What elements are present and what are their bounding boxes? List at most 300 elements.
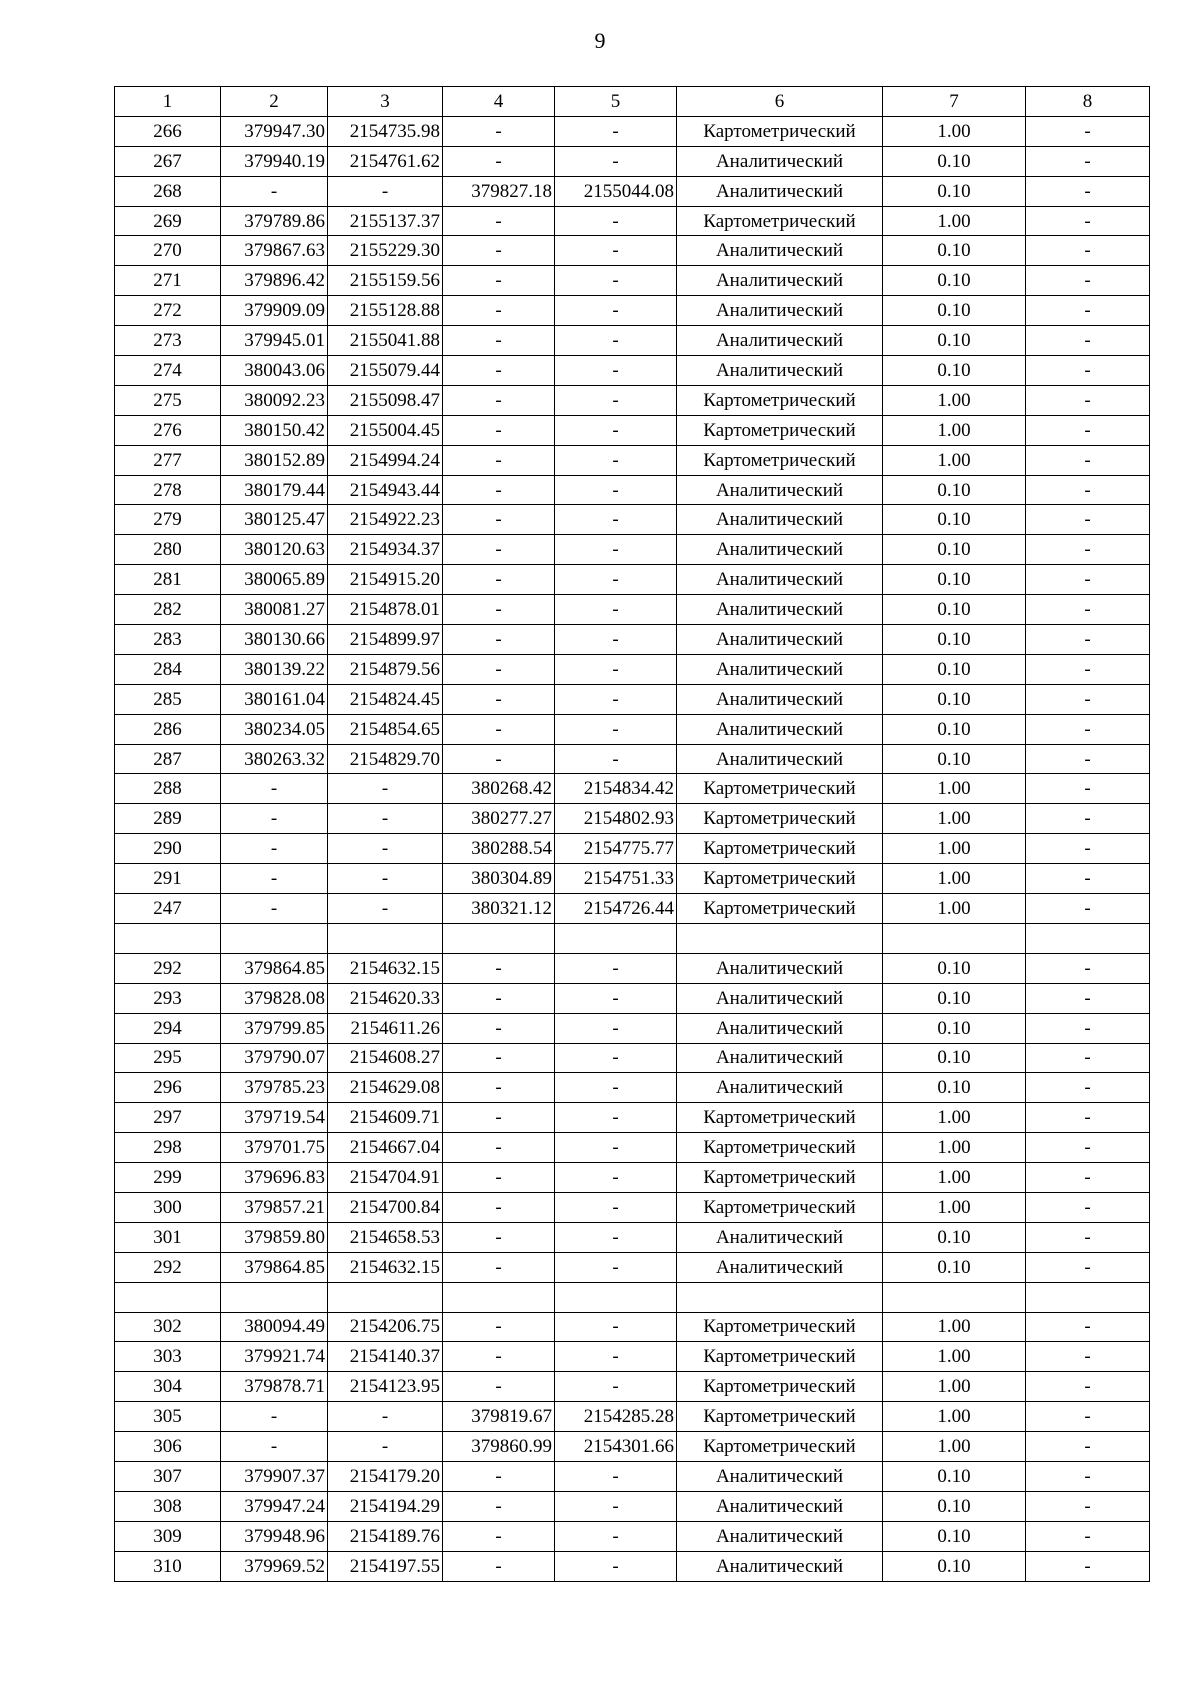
cell-note: -	[1026, 595, 1150, 625]
cell-x-coordinate: 379867.63	[221, 236, 328, 266]
cell-y-coordinate-alt: -	[555, 535, 677, 565]
cell-y-coordinate-alt: -	[555, 1103, 677, 1133]
cell-note: -	[1026, 535, 1150, 565]
cell-accuracy: 1.00	[883, 1402, 1026, 1432]
cell-x-coordinate: 379969.52	[221, 1551, 328, 1581]
cell-y-coordinate: 2154611.26	[328, 1013, 443, 1043]
table-row	[115, 445, 1150, 475]
cell-x-coordinate: -	[221, 834, 328, 864]
cell-x-coordinate-alt: 380288.54	[443, 834, 555, 864]
table-row	[115, 595, 1150, 625]
cell-method: Аналитический	[677, 1551, 883, 1581]
cell-point-number: 288	[115, 774, 221, 804]
cell-accuracy: 1.00	[883, 804, 1026, 834]
cell-y-coordinate-alt: 2154751.33	[555, 864, 677, 894]
cell-method: Аналитический	[677, 236, 883, 266]
cell-method: Аналитический	[677, 714, 883, 744]
cell-method: Аналитический	[677, 1491, 883, 1521]
cell-x-coordinate-alt: -	[443, 1073, 555, 1103]
cell-x-coordinate-alt: -	[443, 146, 555, 176]
cell-point-number: 294	[115, 1013, 221, 1043]
cell-y-coordinate: 2154608.27	[328, 1043, 443, 1073]
cell-method: Аналитический	[677, 326, 883, 356]
cell-y-coordinate-alt: -	[555, 1013, 677, 1043]
cell-x-coordinate-alt	[443, 923, 555, 953]
cell-y-coordinate-alt: -	[555, 1342, 677, 1372]
cell-method: Картометрический	[677, 1133, 883, 1163]
cell-x-coordinate: 379940.19	[221, 146, 328, 176]
column-header: 5	[555, 87, 677, 117]
cell-x-coordinate-alt: -	[443, 1521, 555, 1551]
cell-method: Картометрический	[677, 116, 883, 146]
cell-x-coordinate-alt: -	[443, 266, 555, 296]
cell-x-coordinate-alt: -	[443, 983, 555, 1013]
cell-point-number: 298	[115, 1133, 221, 1163]
cell-x-coordinate-alt: -	[443, 1312, 555, 1342]
cell-point-number: 308	[115, 1491, 221, 1521]
cell-note: -	[1026, 1103, 1150, 1133]
cell-accuracy: 1.00	[883, 116, 1026, 146]
cell-method: Картометрический	[677, 1103, 883, 1133]
cell-method: Аналитический	[677, 1073, 883, 1103]
cell-accuracy: 0.10	[883, 266, 1026, 296]
cell-x-coordinate-alt	[443, 1282, 555, 1312]
cell-point-number: 279	[115, 505, 221, 535]
cell-x-coordinate-alt: -	[443, 744, 555, 774]
cell-y-coordinate: 2154632.15	[328, 953, 443, 983]
cell-accuracy: 0.10	[883, 1013, 1026, 1043]
cell-y-coordinate-alt: 2154802.93	[555, 804, 677, 834]
cell-x-coordinate-alt: -	[443, 684, 555, 714]
table-row	[115, 146, 1150, 176]
cell-method: Аналитический	[677, 1013, 883, 1043]
cell-method: Аналитический	[677, 505, 883, 535]
cell-point-number: 286	[115, 714, 221, 744]
cell-y-coordinate-alt: -	[555, 296, 677, 326]
cell-y-coordinate-alt: -	[555, 236, 677, 266]
cell-point-number: 275	[115, 385, 221, 415]
cell-method: Картометрический	[677, 415, 883, 445]
cell-x-coordinate: 379947.24	[221, 1491, 328, 1521]
cell-y-coordinate-alt: 2154775.77	[555, 834, 677, 864]
cell-y-coordinate: 2154632.15	[328, 1252, 443, 1282]
cell-y-coordinate-alt: -	[555, 1073, 677, 1103]
cell-y-coordinate: 2155004.45	[328, 415, 443, 445]
cell-x-coordinate-alt: -	[443, 1372, 555, 1402]
cell-y-coordinate: 2154629.08	[328, 1073, 443, 1103]
cell-accuracy: 1.00	[883, 385, 1026, 415]
cell-method: Картометрический	[677, 206, 883, 236]
cell-y-coordinate-alt: 2154834.42	[555, 774, 677, 804]
table-row	[115, 1192, 1150, 1222]
cell-x-coordinate: 380120.63	[221, 535, 328, 565]
cell-accuracy: 0.10	[883, 296, 1026, 326]
table-row	[115, 1342, 1150, 1372]
cell-accuracy: 0.10	[883, 744, 1026, 774]
cell-method: Аналитический	[677, 176, 883, 206]
cell-method: Аналитический	[677, 565, 883, 595]
table-row	[115, 415, 1150, 445]
cell-method: Аналитический	[677, 266, 883, 296]
cell-method: Аналитический	[677, 744, 883, 774]
cell-x-coordinate: -	[221, 804, 328, 834]
cell-accuracy: 1.00	[883, 1372, 1026, 1402]
cell-y-coordinate: 2154829.70	[328, 744, 443, 774]
cell-x-coordinate: 379785.23	[221, 1073, 328, 1103]
cell-note: -	[1026, 356, 1150, 386]
table-row	[115, 236, 1150, 266]
cell-y-coordinate: 2154197.55	[328, 1551, 443, 1581]
cell-point-number: 303	[115, 1342, 221, 1372]
cell-point-number: 292	[115, 1252, 221, 1282]
column-header: 7	[883, 87, 1026, 117]
cell-point-number: 273	[115, 326, 221, 356]
cell-y-coordinate-alt: -	[555, 1312, 677, 1342]
table-row	[115, 1103, 1150, 1133]
cell-point-number: 284	[115, 654, 221, 684]
column-header: 8	[1026, 87, 1150, 117]
cell-accuracy: 1.00	[883, 894, 1026, 924]
cell-point-number: 280	[115, 535, 221, 565]
cell-x-coordinate: 380092.23	[221, 385, 328, 415]
cell-accuracy: 0.10	[883, 1551, 1026, 1581]
cell-x-coordinate: 379719.54	[221, 1103, 328, 1133]
cell-note: -	[1026, 1521, 1150, 1551]
cell-accuracy: 1.00	[883, 1312, 1026, 1342]
cell-method	[677, 1282, 883, 1312]
table-row	[115, 744, 1150, 774]
table-row	[115, 1073, 1150, 1103]
cell-note: -	[1026, 1163, 1150, 1193]
table-row	[115, 206, 1150, 236]
table-header-row	[115, 87, 1150, 117]
cell-point-number: 247	[115, 894, 221, 924]
cell-x-coordinate: 380065.89	[221, 565, 328, 595]
cell-note: -	[1026, 654, 1150, 684]
cell-point-number	[115, 1282, 221, 1312]
cell-method: Аналитический	[677, 475, 883, 505]
cell-point-number: 278	[115, 475, 221, 505]
cell-x-coordinate-alt: -	[443, 415, 555, 445]
cell-note: -	[1026, 146, 1150, 176]
cell-y-coordinate-alt: -	[555, 505, 677, 535]
cell-accuracy: 0.10	[883, 236, 1026, 266]
cell-x-coordinate-alt: -	[443, 1163, 555, 1193]
cell-accuracy: 1.00	[883, 445, 1026, 475]
cell-x-coordinate-alt: -	[443, 1342, 555, 1372]
cell-y-coordinate: -	[328, 864, 443, 894]
cell-method: Картометрический	[677, 774, 883, 804]
cell-y-coordinate: 2154899.97	[328, 625, 443, 655]
cell-method: Картометрический	[677, 804, 883, 834]
cell-method: Аналитический	[677, 356, 883, 386]
cell-method: Аналитический	[677, 684, 883, 714]
cell-note: -	[1026, 505, 1150, 535]
cell-x-coordinate-alt: -	[443, 1013, 555, 1043]
cell-accuracy: 0.10	[883, 953, 1026, 983]
cell-y-coordinate-alt: -	[555, 744, 677, 774]
cell-note: -	[1026, 565, 1150, 595]
cell-y-coordinate	[328, 923, 443, 953]
cell-x-coordinate: 379864.85	[221, 1252, 328, 1282]
cell-y-coordinate-alt: 2154726.44	[555, 894, 677, 924]
cell-method: Аналитический	[677, 535, 883, 565]
cell-method: Аналитический	[677, 654, 883, 684]
cell-point-number: 283	[115, 625, 221, 655]
table-row	[115, 1521, 1150, 1551]
cell-y-coordinate: 2155159.56	[328, 266, 443, 296]
cell-y-coordinate: -	[328, 804, 443, 834]
cell-y-coordinate: 2155041.88	[328, 326, 443, 356]
cell-note: -	[1026, 894, 1150, 924]
cell-accuracy	[883, 923, 1026, 953]
cell-note: -	[1026, 445, 1150, 475]
cell-x-coordinate: 379790.07	[221, 1043, 328, 1073]
cell-x-coordinate	[221, 923, 328, 953]
cell-y-coordinate: 2154189.76	[328, 1521, 443, 1551]
cell-x-coordinate: -	[221, 894, 328, 924]
cell-note: -	[1026, 1192, 1150, 1222]
cell-point-number: 295	[115, 1043, 221, 1073]
cell-y-coordinate-alt: -	[555, 445, 677, 475]
cell-method: Картометрический	[677, 445, 883, 475]
table-row	[115, 864, 1150, 894]
cell-x-coordinate: 379701.75	[221, 1133, 328, 1163]
cell-y-coordinate: 2155098.47	[328, 385, 443, 415]
cell-accuracy: 0.10	[883, 684, 1026, 714]
cell-note	[1026, 1282, 1150, 1312]
cell-x-coordinate-alt: -	[443, 356, 555, 386]
cell-note: -	[1026, 684, 1150, 714]
table-row	[115, 834, 1150, 864]
cell-y-coordinate: 2154140.37	[328, 1342, 443, 1372]
cell-note: -	[1026, 116, 1150, 146]
cell-x-coordinate-alt: 380321.12	[443, 894, 555, 924]
cell-accuracy: 1.00	[883, 834, 1026, 864]
cell-y-coordinate-alt: -	[555, 116, 677, 146]
table-row	[115, 176, 1150, 206]
cell-note: -	[1026, 625, 1150, 655]
coordinates-table	[114, 86, 1150, 1582]
column-header: 1	[115, 87, 221, 117]
cell-x-coordinate-alt: -	[443, 1133, 555, 1163]
cell-point-number: 274	[115, 356, 221, 386]
cell-point-number: 301	[115, 1222, 221, 1252]
cell-x-coordinate: -	[221, 864, 328, 894]
cell-x-coordinate-alt: -	[443, 953, 555, 983]
cell-note: -	[1026, 236, 1150, 266]
table-row	[115, 505, 1150, 535]
cell-method: Аналитический	[677, 953, 883, 983]
cell-note: -	[1026, 714, 1150, 744]
table-row	[115, 385, 1150, 415]
cell-x-coordinate-alt: -	[443, 565, 555, 595]
cell-point-number: 306	[115, 1432, 221, 1462]
cell-note: -	[1026, 1342, 1150, 1372]
cell-point-number: 267	[115, 146, 221, 176]
cell-note: -	[1026, 1073, 1150, 1103]
cell-x-coordinate-alt: -	[443, 445, 555, 475]
cell-accuracy: 0.10	[883, 475, 1026, 505]
cell-y-coordinate: -	[328, 894, 443, 924]
cell-y-coordinate-alt: -	[555, 625, 677, 655]
cell-y-coordinate: 2154735.98	[328, 116, 443, 146]
cell-y-coordinate-alt: -	[555, 1163, 677, 1193]
cell-point-number: 266	[115, 116, 221, 146]
cell-point-number	[115, 923, 221, 953]
cell-x-coordinate-alt: 380268.42	[443, 774, 555, 804]
cell-method: Картометрический	[677, 864, 883, 894]
cell-point-number: 276	[115, 415, 221, 445]
cell-point-number: 270	[115, 236, 221, 266]
cell-y-coordinate: 2154123.95	[328, 1372, 443, 1402]
cell-x-coordinate-alt: 379827.18	[443, 176, 555, 206]
table-row	[115, 326, 1150, 356]
cell-x-coordinate-alt: -	[443, 625, 555, 655]
cell-accuracy: 0.10	[883, 326, 1026, 356]
cell-x-coordinate-alt: -	[443, 1192, 555, 1222]
cell-y-coordinate-alt: -	[555, 146, 677, 176]
cell-note	[1026, 923, 1150, 953]
cell-point-number: 296	[115, 1073, 221, 1103]
cell-y-coordinate-alt: -	[555, 266, 677, 296]
cell-note: -	[1026, 1013, 1150, 1043]
cell-x-coordinate: 380161.04	[221, 684, 328, 714]
table-row	[115, 1312, 1150, 1342]
cell-y-coordinate: 2154761.62	[328, 146, 443, 176]
page-number: 9	[594, 28, 606, 53]
cell-y-coordinate-alt: -	[555, 654, 677, 684]
table-row	[115, 625, 1150, 655]
cell-x-coordinate: 379828.08	[221, 983, 328, 1013]
cell-point-number: 307	[115, 1461, 221, 1491]
table-row	[115, 1432, 1150, 1462]
cell-method: Картометрический	[677, 1163, 883, 1193]
cell-method: Аналитический	[677, 296, 883, 326]
cell-point-number: 292	[115, 953, 221, 983]
cell-method	[677, 923, 883, 953]
table-body	[115, 116, 1150, 1581]
cell-y-coordinate: 2154879.56	[328, 654, 443, 684]
cell-x-coordinate-alt: -	[443, 654, 555, 684]
cell-method: Аналитический	[677, 1222, 883, 1252]
cell-y-coordinate-alt: -	[555, 206, 677, 236]
table-row	[115, 535, 1150, 565]
cell-point-number: 290	[115, 834, 221, 864]
cell-y-coordinate-alt: 2154301.66	[555, 1432, 677, 1462]
cell-method: Картометрический	[677, 1192, 883, 1222]
cell-x-coordinate: -	[221, 176, 328, 206]
cell-x-coordinate: 379878.71	[221, 1372, 328, 1402]
column-header: 2	[221, 87, 328, 117]
cell-x-coordinate: 379789.86	[221, 206, 328, 236]
cell-x-coordinate: 380081.27	[221, 595, 328, 625]
cell-y-coordinate: -	[328, 1432, 443, 1462]
cell-point-number: 269	[115, 206, 221, 236]
cell-y-coordinate: 2154915.20	[328, 565, 443, 595]
table-row	[115, 1133, 1150, 1163]
cell-accuracy: 1.00	[883, 1432, 1026, 1462]
cell-note: -	[1026, 266, 1150, 296]
cell-x-coordinate-alt: -	[443, 714, 555, 744]
cell-y-coordinate: 2155229.30	[328, 236, 443, 266]
cell-x-coordinate-alt: 379860.99	[443, 1432, 555, 1462]
cell-y-coordinate-alt	[555, 923, 677, 953]
cell-point-number: 272	[115, 296, 221, 326]
cell-accuracy: 0.10	[883, 714, 1026, 744]
cell-method: Аналитический	[677, 1043, 883, 1073]
cell-accuracy: 1.00	[883, 206, 1026, 236]
cell-accuracy: 0.10	[883, 1461, 1026, 1491]
cell-note: -	[1026, 834, 1150, 864]
cell-accuracy: 0.10	[883, 535, 1026, 565]
table-row	[115, 1252, 1150, 1282]
cell-note: -	[1026, 1222, 1150, 1252]
cell-x-coordinate: 380094.49	[221, 1312, 328, 1342]
cell-y-coordinate: 2154934.37	[328, 535, 443, 565]
cell-y-coordinate-alt: -	[555, 1521, 677, 1551]
table-row	[115, 1372, 1150, 1402]
cell-y-coordinate-alt: -	[555, 1133, 677, 1163]
table-row	[115, 356, 1150, 386]
cell-point-number: 285	[115, 684, 221, 714]
cell-accuracy: 1.00	[883, 1192, 1026, 1222]
cell-x-coordinate-alt: -	[443, 206, 555, 236]
cell-method: Аналитический	[677, 146, 883, 176]
cell-method: Картометрический	[677, 1402, 883, 1432]
table-row	[115, 565, 1150, 595]
cell-y-coordinate: 2154943.44	[328, 475, 443, 505]
cell-point-number: 293	[115, 983, 221, 1013]
table-row	[115, 684, 1150, 714]
cell-y-coordinate: 2154994.24	[328, 445, 443, 475]
cell-x-coordinate-alt: -	[443, 1551, 555, 1581]
cell-x-coordinate	[221, 1282, 328, 1312]
cell-y-coordinate: 2154206.75	[328, 1312, 443, 1342]
cell-note: -	[1026, 1372, 1150, 1402]
cell-method: Аналитический	[677, 1521, 883, 1551]
cell-accuracy: 0.10	[883, 565, 1026, 595]
cell-accuracy: 0.10	[883, 654, 1026, 684]
cell-point-number: 271	[115, 266, 221, 296]
cell-method: Картометрический	[677, 834, 883, 864]
column-header: 3	[328, 87, 443, 117]
cell-y-coordinate-alt: -	[555, 983, 677, 1013]
cell-note: -	[1026, 804, 1150, 834]
cell-x-coordinate-alt: -	[443, 475, 555, 505]
cell-x-coordinate: 379921.74	[221, 1342, 328, 1372]
cell-accuracy: 1.00	[883, 774, 1026, 804]
cell-x-coordinate-alt: 379819.67	[443, 1402, 555, 1432]
cell-y-coordinate-alt: -	[555, 595, 677, 625]
cell-accuracy: 0.10	[883, 1491, 1026, 1521]
cell-accuracy: 1.00	[883, 415, 1026, 445]
cell-x-coordinate: 379907.37	[221, 1461, 328, 1491]
cell-x-coordinate-alt: -	[443, 385, 555, 415]
cell-y-coordinate: 2154922.23	[328, 505, 443, 535]
cell-x-coordinate-alt: 380304.89	[443, 864, 555, 894]
cell-point-number: 304	[115, 1372, 221, 1402]
cell-accuracy: 1.00	[883, 864, 1026, 894]
cell-y-coordinate: -	[328, 834, 443, 864]
cell-accuracy: 1.00	[883, 1133, 1026, 1163]
cell-point-number: 299	[115, 1163, 221, 1193]
table-row	[115, 1402, 1150, 1432]
cell-y-coordinate: 2154658.53	[328, 1222, 443, 1252]
cell-y-coordinate: 2154824.45	[328, 684, 443, 714]
cell-method: Картометрический	[677, 1432, 883, 1462]
cell-y-coordinate-alt: -	[555, 415, 677, 445]
